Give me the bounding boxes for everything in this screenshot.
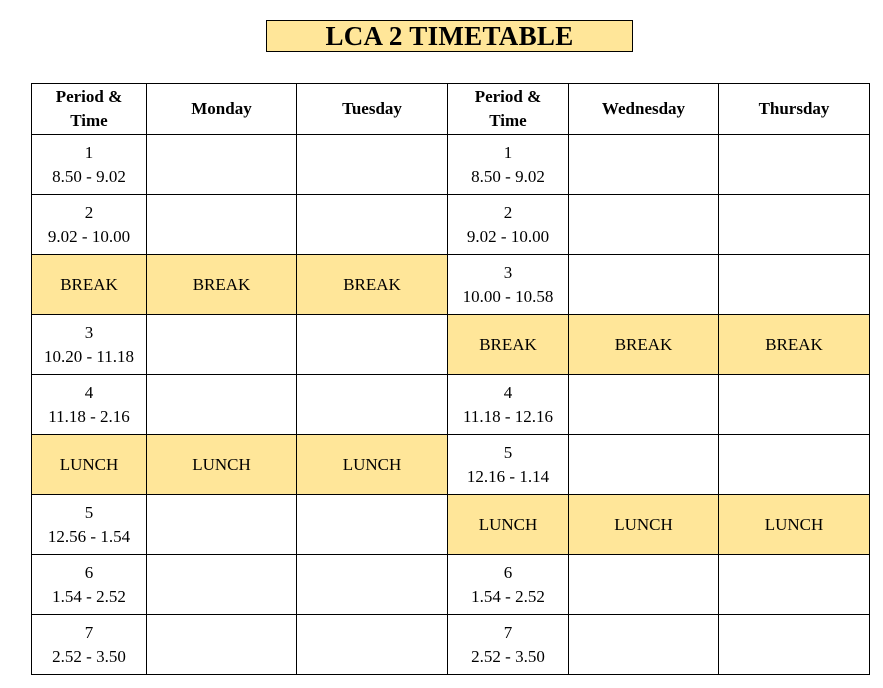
cell-text: 12.16 - 1.14 — [466, 466, 550, 486]
table-cell — [147, 555, 297, 615]
cell-text: 2 — [84, 202, 94, 222]
cell-text: 5 — [503, 442, 513, 462]
table-cell — [448, 315, 569, 375]
cell-text: 2.52 - 3.50 — [52, 646, 126, 666]
table-cell — [297, 495, 448, 555]
table-cell — [448, 555, 569, 615]
table-cell — [147, 375, 297, 435]
table-cell — [297, 555, 448, 615]
table-cell — [297, 315, 448, 375]
cell-text: BREAK — [479, 334, 537, 354]
cell-text: 12.56 - 1.54 — [47, 526, 131, 546]
table-cell — [569, 255, 719, 315]
table-cell — [719, 435, 870, 495]
cell-text: 1 — [84, 142, 94, 162]
table-cell — [32, 195, 147, 255]
cell-text: 1.54 - 2.52 — [52, 586, 126, 606]
table-cell — [719, 615, 870, 675]
table-row — [32, 495, 870, 555]
table-row — [32, 555, 870, 615]
page-title: LCA 2 TIMETABLE — [266, 20, 633, 52]
table-cell — [569, 195, 719, 255]
header-period-time — [32, 84, 147, 135]
table-cell — [719, 135, 870, 195]
cell-text: LUNCH — [192, 454, 251, 474]
cell-text: 5 — [84, 502, 94, 522]
header-row — [32, 84, 870, 135]
table-cell — [297, 135, 448, 195]
table-cell — [448, 435, 569, 495]
table-cell — [32, 435, 147, 495]
table-cell — [569, 315, 719, 375]
cell-text: BREAK — [614, 334, 673, 354]
table-cell — [32, 375, 147, 435]
table-cell — [448, 495, 569, 555]
cell-text: 11.18 - 12.16 — [462, 406, 554, 426]
header-wednesday — [569, 84, 719, 135]
table-cell — [32, 615, 147, 675]
header-text: Time — [489, 111, 527, 130]
cell-text: 10.20 - 11.18 — [43, 346, 135, 366]
table-row — [32, 375, 870, 435]
header-text: Tuesday — [342, 99, 402, 118]
cell-text: 2.52 - 3.50 — [471, 646, 545, 666]
cell-text: 3 — [84, 322, 94, 342]
header-text: Time — [70, 111, 108, 130]
cell-text: LUNCH — [614, 514, 673, 534]
table-cell — [719, 195, 870, 255]
table-cell — [719, 255, 870, 315]
cell-text: 8.50 - 9.02 — [52, 166, 126, 186]
header-period-time-2 — [448, 84, 569, 135]
table-row — [32, 195, 870, 255]
table-cell — [448, 195, 569, 255]
header-text: Monday — [191, 99, 252, 118]
cell-text: LUNCH — [478, 514, 538, 534]
table-cell — [147, 615, 297, 675]
header-text: Wednesday — [601, 99, 686, 118]
cell-text: 7 — [84, 622, 94, 642]
cell-text: BREAK — [60, 274, 118, 294]
cell-text: 9.02 - 10.00 — [466, 226, 550, 246]
table-cell — [147, 255, 297, 315]
cell-text: LUNCH — [59, 454, 119, 474]
table-cell — [448, 375, 569, 435]
table-cell — [147, 315, 297, 375]
table-cell — [297, 435, 448, 495]
cell-text: 2 — [503, 202, 513, 222]
table-cell — [719, 315, 870, 375]
header-text: Period & — [55, 87, 123, 106]
cell-text: 3 — [503, 262, 513, 282]
cell-text: 1 — [503, 142, 513, 162]
table-body — [32, 135, 870, 675]
cell-text: BREAK — [765, 334, 823, 354]
cell-text: LUNCH — [342, 454, 402, 474]
table-cell — [147, 195, 297, 255]
table-cell — [147, 135, 297, 195]
table-cell — [448, 135, 569, 195]
table-cell — [297, 195, 448, 255]
cell-text: 8.50 - 9.02 — [471, 166, 545, 186]
table-row — [32, 435, 870, 495]
table-row — [32, 615, 870, 675]
table-cell — [32, 495, 147, 555]
table-cell — [297, 375, 448, 435]
table-cell — [147, 435, 297, 495]
cell-text: 1.54 - 2.52 — [471, 586, 545, 606]
cell-text: 6 — [84, 562, 94, 582]
header-text: Period & — [474, 87, 542, 106]
table-cell — [32, 315, 147, 375]
table-cell — [569, 435, 719, 495]
table-cell — [297, 615, 448, 675]
cell-text: 9.02 - 10.00 — [47, 226, 131, 246]
table-cell — [32, 255, 147, 315]
header-monday — [147, 84, 297, 135]
header-text: Thursday — [758, 99, 830, 118]
table-cell — [569, 495, 719, 555]
cell-text: 11.18 - 2.16 — [48, 406, 130, 426]
cell-text: LUNCH — [764, 514, 824, 534]
table-cell — [569, 375, 719, 435]
table-cell — [448, 615, 569, 675]
table-row — [32, 135, 870, 195]
table-cell — [147, 495, 297, 555]
table-row — [32, 255, 870, 315]
cell-text: BREAK — [343, 274, 401, 294]
table-cell — [719, 375, 870, 435]
table-cell — [448, 255, 569, 315]
table-cell — [32, 135, 147, 195]
cell-text: 10.00 - 10.58 — [462, 286, 554, 306]
table-cell — [569, 615, 719, 675]
table-cell — [569, 135, 719, 195]
table-cell — [719, 555, 870, 615]
table-cell — [297, 255, 448, 315]
cell-text: 4 — [84, 382, 94, 402]
table-row — [32, 315, 870, 375]
cell-text: 4 — [503, 382, 513, 402]
header-tuesday — [297, 84, 448, 135]
cell-text: BREAK — [192, 274, 251, 294]
cell-text: 7 — [503, 622, 513, 642]
table-cell — [719, 495, 870, 555]
timetable — [31, 83, 870, 675]
table-cell — [32, 555, 147, 615]
table-cell — [569, 555, 719, 615]
header-thursday — [719, 84, 870, 135]
cell-text: 6 — [503, 562, 513, 582]
